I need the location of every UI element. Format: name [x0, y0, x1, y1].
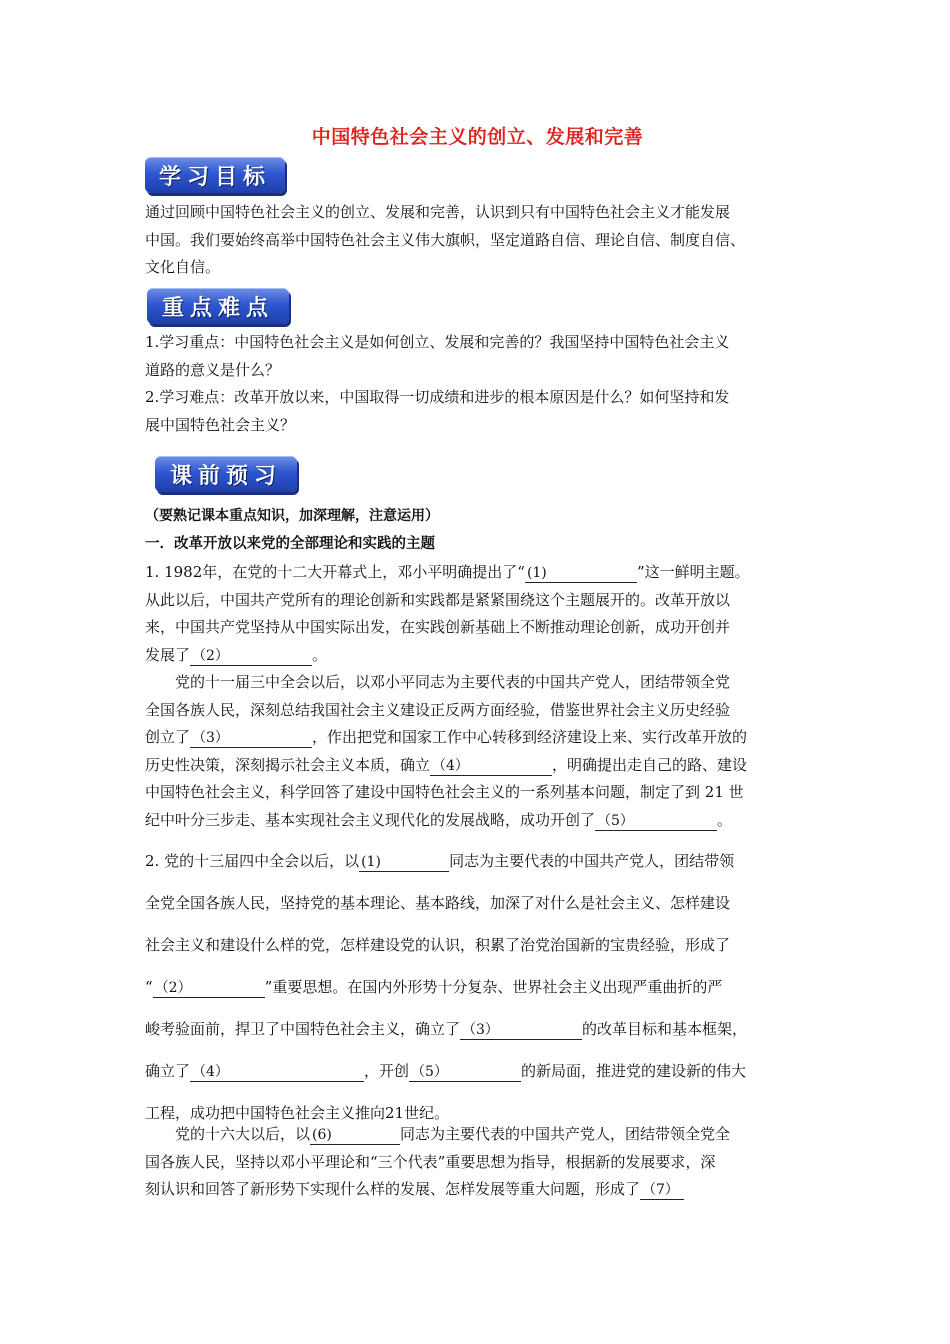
blank-field[interactable]: （5）: [409, 1063, 521, 1082]
blank-field[interactable]: （5）: [595, 812, 717, 831]
section-badge-preview: 课前预习: [155, 456, 297, 492]
paragraph-4: 党的十六大以后，以 (6) 同志为主要代表的中国共产党人，团结带领全党全 国各族人民，坚持以邓小平理论和“三个代表”重要思想为指导，根据新的发展要求，深 刻认识和回答了新形势下实现什么样的发展、怎样发展等重大问题，形成了 （7）: [145, 1125, 731, 1198]
blank-field[interactable]: （2）: [190, 647, 312, 666]
paragraph-1: 1. 1982年，在党的十二大开幕式上，邓小平明确提出了“ (1) ”这一鲜明主题。 从此以后，中国共产党所有的理论创新和实践都是紧紧围绕这个主题展开的。改革开放以 来，中国共产党坚持从中国实际出发，在实践创新基础上不断推动理论创新，成功开创并 发展了 （2） 。: [145, 563, 750, 664]
text-line: 1.学习重点：中国特色社会主义是如何创立、发展和完善的？我国坚持中国特色社会主义: [145, 333, 730, 351]
section-badge-key: 重点难点: [147, 288, 289, 324]
blank-field[interactable]: （3）: [190, 729, 312, 748]
paragraph-3: 2. 党的十三届四中全会以后，以 (1) 同志为主要代表的中国共产党人，团结带领 全党全国各族人民，坚持党的基本理论、基本路线，加深了对什么是社会主义、怎样建设 社会主义和建设什么样的党，怎样建设党的认识，积累了治党治国新的宝贵经验，形成了 “ （2） ”重要思想。在国内外形势十分复杂、世界社会主义出现严重曲折的严 峻考验面前，捍卫了中国特色社会主义，确立了 （3） 的改革目标和基本框架， 确立了 （4） ，开创 （5） 的新局面，推进党的建设新的伟大 工程，成功把中国特色社会主义推向21世纪。: [145, 852, 748, 1122]
blank-field[interactable]: (1): [525, 564, 637, 583]
text-line: 道路的意义是什么？: [145, 360, 281, 379]
text-line: 中国。我们要始终高举中国特色社会主义伟大旗帜，坚定道路自信、理论自信、制度自信、: [145, 230, 746, 249]
goals-paragraph: [145, 199, 810, 282]
page-title: 中国特色社会主义的创立、发展和完善: [311, 126, 644, 148]
section-badge-goals: 学习目标: [145, 157, 285, 193]
key-paragraph: [145, 329, 810, 439]
blank-field[interactable]: （3）: [460, 1021, 582, 1040]
blank-field[interactable]: （4）: [190, 1063, 364, 1082]
blank-field[interactable]: (1): [359, 853, 449, 872]
blank-field[interactable]: （2）: [153, 979, 265, 998]
text-line: 通过回顾中国特色社会主义的创立、发展和完善，认识到只有中国特色社会主义才能发展: [145, 203, 731, 221]
paragraph-2: 党的十一届三中全会以后，以邓小平同志为主要代表的中国共产党人，团结带领全党 全国各族人民，深刻总结我国社会主义建设正反两方面经验，借鉴世界社会主义历史经验 创立了 （3） ，作出把党和国家工作中心转移到经济建设上来、实行改革开放的 历史性决策，深刻揭示社会主义本质，确立 （4） ，明确提出走自己的路、建设 中国特色社会主义，科学回答了建设中国特色社会主义的一系列基本问题，制定了到 21 世 纪中叶分三步走、基本实现社会主义现代化的发展战略，成功开创了 （5） 。: [145, 673, 748, 829]
blank-field[interactable]: （4）: [430, 757, 552, 776]
blank-field[interactable]: (6): [310, 1126, 400, 1145]
text-line: 2.学习难点：改革开放以来，中国取得一切成绩和进步的根本原因是什么？如何坚持和发: [145, 388, 730, 406]
text-line: 文化自信。: [145, 258, 221, 276]
text-line: 展中国特色社会主义？: [145, 415, 296, 434]
blank-field[interactable]: （7）: [640, 1181, 684, 1200]
preview-heading: 一．改革开放以来党的全部理论和实践的主题: [145, 535, 435, 552]
preview-note: （要熟记课本重点知识，加深理解，注意运用）: [145, 508, 439, 524]
